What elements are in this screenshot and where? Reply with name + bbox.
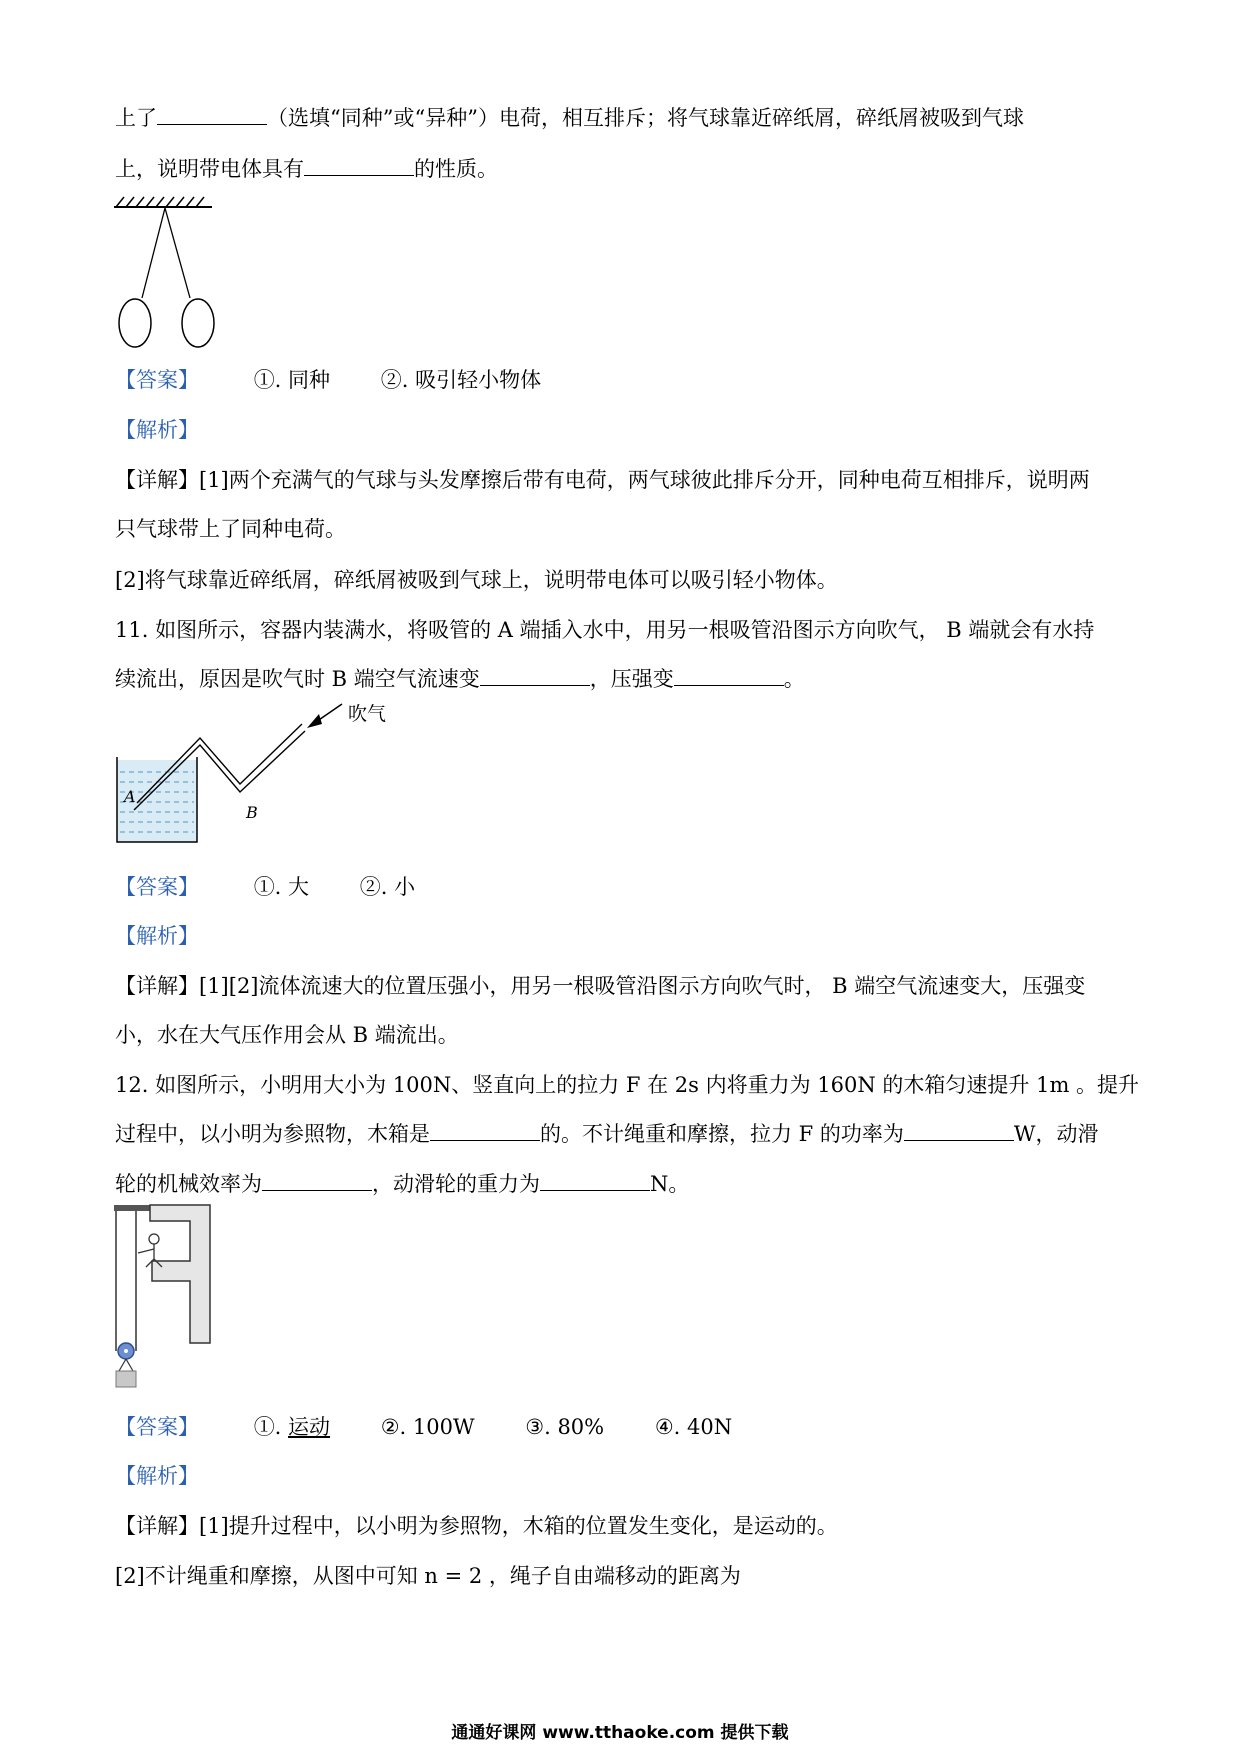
crate xyxy=(116,1371,136,1387)
q12-analysis-label: 【解析】 xyxy=(115,1464,199,1488)
q12-line2 xyxy=(115,1119,1099,1149)
q12-answer-3: ③. 80% xyxy=(525,1415,605,1439)
q10-line2 xyxy=(115,154,498,184)
q11-answer-row xyxy=(115,872,459,902)
q12-line2-post: W，动滑 xyxy=(1013,1122,1099,1146)
q12-detail-2: [2]不计绳重和摩擦，从图中可知 n = 2 ，绳子自由端移动的距离为 xyxy=(115,1564,741,1588)
q10-analysis-label: 【解析】 xyxy=(115,418,199,442)
q11-answer-label: 【答案】 xyxy=(115,875,199,899)
q10-line1-post: （选填“同种”或“异种”）电荷，相互排斥；将气球靠近碎纸屑，碎纸屑被吸到气球 xyxy=(267,106,1024,130)
q10-answer-row xyxy=(115,365,585,395)
q11-line2-mid: ，压强变 xyxy=(589,667,674,691)
right-balloon xyxy=(182,299,214,347)
q11-line2-post: 。 xyxy=(783,667,805,691)
top-beam xyxy=(114,1205,150,1211)
blow-label: 吹气 xyxy=(348,703,387,725)
q11-answer-1: ①. 大 xyxy=(253,875,310,899)
q12-blank-4[interactable] xyxy=(540,1170,650,1191)
q12-blank-1[interactable] xyxy=(430,1120,540,1141)
q12-answer-1-text: 运动 xyxy=(288,1415,331,1439)
q11-detail-1: 【详解】[1][2]流体流速大的位置压强小，用另一根吸管沿图示方向吹气时， B 端空气流速变大，压强变 xyxy=(115,974,1086,998)
q11-blank-2[interactable] xyxy=(674,665,784,686)
q10-answer-label: 【答案】 xyxy=(115,368,199,392)
q10-detail-2: 只气球带上了同种电荷。 xyxy=(115,517,346,541)
pulley-figure xyxy=(112,1203,217,1393)
q11-line2 xyxy=(115,664,805,694)
q10-line1 xyxy=(115,103,1024,133)
q12-blank-3[interactable] xyxy=(262,1170,372,1191)
q11-analysis-label: 【解析】 xyxy=(115,924,199,948)
q12-line3-post: N。 xyxy=(650,1172,690,1196)
left-balloon xyxy=(119,299,151,347)
q10-blank-2[interactable] xyxy=(304,155,414,176)
q12-line2-pre: 过程中，以小明为参照物，木箱是 xyxy=(115,1122,430,1146)
q10-answer-2: ②. 吸引轻小物体 xyxy=(380,368,542,392)
balloon-figure xyxy=(112,195,222,355)
q12-answer-label: 【答案】 xyxy=(115,1415,199,1439)
page-footer: 通通好课网 www.tthaoke.com 提供下载 xyxy=(451,1723,789,1743)
q12-answer-1: ①. 运动 xyxy=(253,1415,331,1439)
q12-answer-row xyxy=(115,1412,776,1442)
q11-line2-pre: 续流出，原因是吹气时 B 端空气流速变 xyxy=(115,667,480,691)
pulley-axle xyxy=(124,1349,128,1353)
q11-detail-2: 小，水在大气压作用会从 B 端流出。 xyxy=(115,1023,459,1047)
q10-detail-3: [2]将气球靠近碎纸屑，碎纸屑被吸到气球上，说明带电体可以吸引轻小物体。 xyxy=(115,568,838,592)
q10-detail-1: 【详解】[1]两个充满气的气球与头发摩擦后带有电荷，两气球彼此排斥分开，同种电荷互相排斥，说明两 xyxy=(115,468,1090,492)
q10-line2-pre: 上，说明带电体具有 xyxy=(115,157,304,181)
right-string xyxy=(165,208,190,298)
person-body xyxy=(138,1244,162,1267)
q12-line3-mid: ，动滑轮的重力为 xyxy=(372,1172,540,1196)
q12-blank-2[interactable] xyxy=(904,1120,1014,1141)
q10-line2-post: 的性质。 xyxy=(414,157,498,181)
q10-blank-1[interactable] xyxy=(157,104,267,125)
end-a-label: A xyxy=(124,787,136,806)
q11-blank-1[interactable] xyxy=(480,665,590,686)
q12-answer-4: ④. 40N xyxy=(654,1415,733,1439)
q10-line1-pre: 上了 xyxy=(115,106,157,130)
q12-detail-1: 【详解】[1]提升过程中，以小明为参照物，木箱的位置发生变化，是运动的。 xyxy=(115,1514,838,1538)
q12-answer-2: ②. 100W xyxy=(380,1415,475,1439)
left-string xyxy=(142,208,165,298)
q10-answer-1: ①. 同种 xyxy=(253,368,331,392)
q12-line1: 12. 如图所示，小明用大小为 100N、竖直向上的拉力 F 在 2s 内将重力为 160N 的木箱匀速提升 1m 。提升 xyxy=(115,1073,1140,1097)
q12-line3 xyxy=(115,1169,689,1199)
q11-line1: 11. 如图所示，容器内装满水，将吸管的 A 端插入水中，用另一根吸管沿图示方向吹气， B 端就会有水持 xyxy=(115,618,1095,642)
end-b-label: B xyxy=(246,803,258,822)
q11-answer-2: ②. 小 xyxy=(359,875,416,899)
q12-line2-mid: 的。不计绳重和摩擦，拉力 F 的功率为 xyxy=(540,1122,904,1146)
ceiling-hatch xyxy=(116,197,204,207)
platform xyxy=(150,1205,210,1343)
straw-figure xyxy=(110,700,400,850)
q12-line3-pre: 轮的机械效率为 xyxy=(115,1172,262,1196)
person-head xyxy=(149,1234,159,1244)
blow-arrowhead xyxy=(307,714,322,728)
